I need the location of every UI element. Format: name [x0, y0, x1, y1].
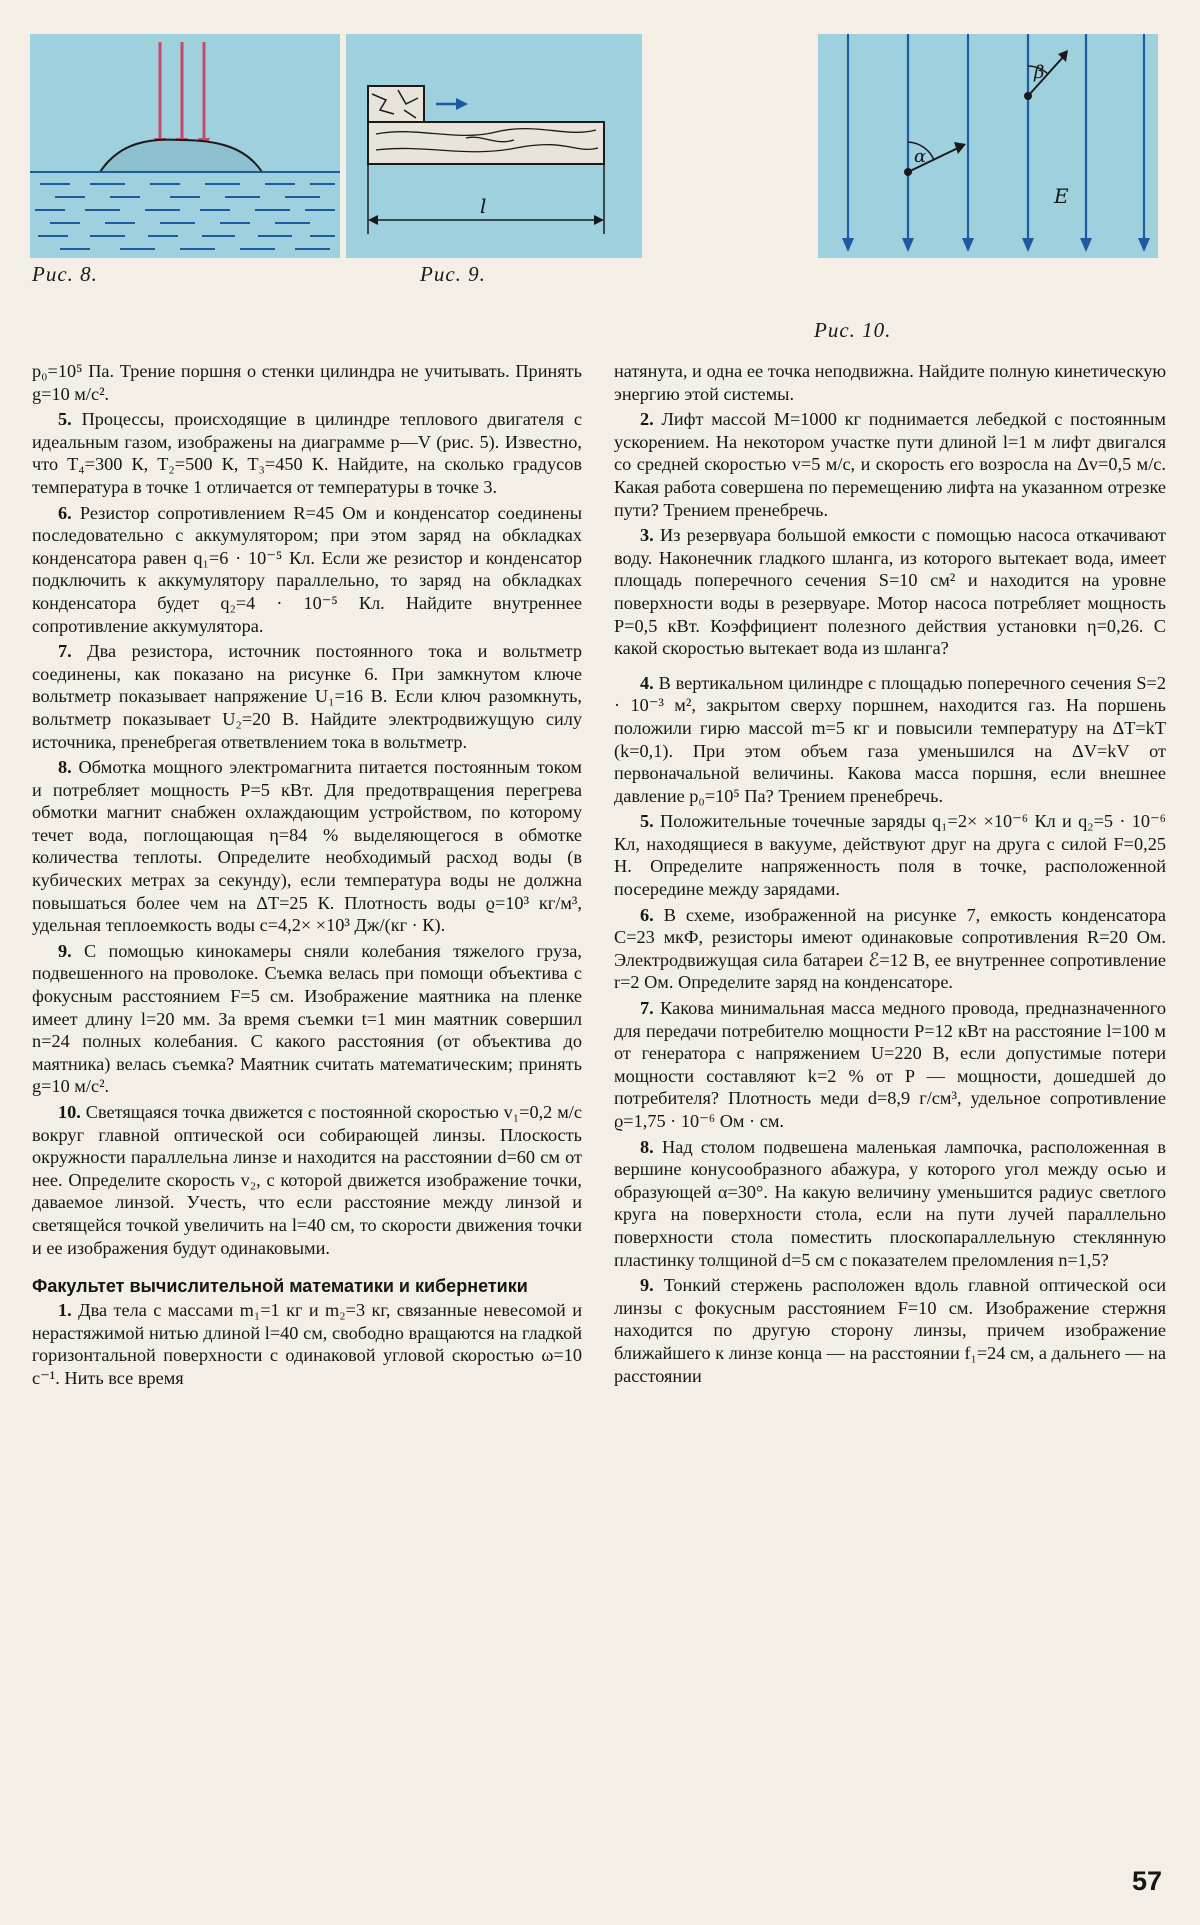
problem: 4. В вертикальном цилиндре с площадью поперечного сечения S=2 · 10⁻³ м², закрытом сверху поршнем, находится газ. На поршень положили гирю массой m=5 кг и повысили температуру на ΔT=kT (k=0,1). При этом объем газа уменьшился на ΔV=kV от первоначальной величины. Какова масса поршня, если внешнее давление p₀=10⁵ Па? Трением пренебречь. — [614, 672, 1166, 806]
problem: 5. Положительные точечные заряды q₁=2× ×10⁻⁶ Кл и q₂=5 · 10⁻⁶ Кл, находящиеся в вакууме, действуют друг на друга с силой F=0,25 Н. Определите напряженность поля в точке, расположенной посередине между зарядами. — [614, 811, 1166, 900]
figure-8 — [30, 34, 340, 258]
figure-10-label-alpha: α — [914, 146, 927, 167]
problem: 1. Два тела с массами m₁=1 кг и m₂=3 кг, связанные невесомой и нерастяжимой нитью длиной l=40 см, свободно вращаются на гладкой горизонтальной поверхности с одинаковой угловой скоростью ω=10 с⁻¹. Нить все время — [32, 1300, 582, 1388]
figure-10-label-E: E — [1054, 184, 1069, 208]
figure-10-label-beta: β — [1034, 62, 1045, 83]
section-title: Факультет вычислительной математики и кибернетики — [32, 1276, 528, 1297]
problem: 10. Светящаяся точка движется с постоянной скоростью v₁=0,2 м/с вокруг главной оптической оси собирающей линзы. Плоскость окружности параллельна линзе и находится на расстоянии d=60 см от нее. Определите скорость v₂, с которой движется изображение точки, даваемое линзой. Учесть, что если расстояние между линзой и светящейся точкой увеличить на l=40 см, то скорости движения точки и ее изображения будут одинаковыми. — [32, 1102, 582, 1258]
figure-8-caption: Рис. 8. — [32, 262, 98, 286]
page-number: 57 — [1131, 1866, 1162, 1896]
problem: 7. Два резистора, источник постоянного тока и вольтметр соединены, как показано на рисунке 6. При замкнутом ключе вольтметр показывает напряжение U₁=16 В. Если ключ разомкнуть, вольтметр показывает U₂=20 В. Найдите электродвижущую силу источника, пренебрегая ответвлением тока в вольтметр. — [32, 641, 582, 752]
paragraph: p₀=10⁵ Па. Трение поршня о стенки цилиндра не учитывать. Принять g=10 м/с². — [32, 361, 582, 404]
problem: 7. Какова минимальная масса медного провода, предназначенного для передачи потребителю мощности P=12 кВт на расстояние l=100 м от генератора с напряжением U=220 В, если допустимые потери мощности составляют k=2 % от P — мощности, дошедшей до потребителя? Плотность меди d=8,9 г/см³, удельное сопротивление ϱ=1,75 · 10⁻⁶ Ом · см. — [614, 998, 1166, 1131]
figure-9-caption: Рис. 9. — [420, 262, 486, 286]
problem: 6. В схеме, изображенной на рисунке 7, емкость конденсатора C=23 мкФ, резисторы имеют одинаковые сопротивления R=20 Ом. Электродвижущая сила батареи ℰ=12 В, ее внутреннее сопротивление r=2 Ом. Определите заряд на конденсаторе. — [614, 904, 1166, 993]
figure-9-label-l: l — [480, 194, 487, 218]
figure-9 — [346, 34, 642, 258]
figure-10-caption: Рис. 10. — [814, 318, 892, 342]
problem: 8. Над столом подвешена маленькая лампочка, расположенная в вершине конусообразного абажура, у которого угол между осью и образующей α=30°. На какую величину уменьшится радиус светлого круга на поверхности стола, если на пути лучей параллельно поверхности стола поместить плоскопараллельную стеклянную пластинку толщиной d=5 см с показателем преломления n=1,5? — [614, 1136, 1166, 1270]
problem: 9. С помощью кинокамеры сняли колебания тяжелого груза, подвешенного на проволоке. Съемка велась при помощи объектива с фокусным расстоянием F=5 см. Изображение маятника на пленке имеет длину l=20 мм. За время съемки t=1 мин маятник совершил n=24 полных колебания. С какого расстояния (от объектива до маятника) велась съемка? Маятник считать математическим; принять g=10 м/с². — [32, 940, 582, 1097]
paragraph: натянута, и одна ее точка неподвижна. Найдите полную кинетическую энергию этой системы. — [614, 361, 1166, 404]
problem: 9. Тонкий стержень расположен вдоль главной оптической оси линзы с фокусным расстоянием F=10 см. Изображение стержня находится по другую сторону линзы, причем изображение ближайшего к линзе конца — на расстоянии f₁=24 см, а дальнего — на расстоянии — [614, 1275, 1166, 1386]
problem: 3. Из резервуара большой емкости с помощью насоса откачивают воду. Наконечник гладкого шланга, из которого вытекает вода, имеет площадь поперечного сечения S=10 см² и находится на уровне поверхности воды в резервуаре. Мотор насоса потребляет мощность P=0,5 кВт. Коэффициент полезного действия установки η=0,26. С какой скоростью вытекает вода из шланга? — [614, 525, 1166, 659]
right-column — [614, 360, 1166, 1900]
problem: 8. Обмотка мощного электромагнита питается постоянным током и потребляет мощность P=5 кВт. Для предотвращения перегрева обмотки магнит снабжен охлаждающим устройством, по которому течет вода, поглощающая η=84 % выделяющегося в обмотке количества теплоты. Определите необходимый расход воды (в кубических метрах за секунду), если температура воды не должна повышаться более чем на ΔT=25 К. Плотность воды ϱ=10³ кг/м³, удельная теплоемкость воды c=4,2× ×10³ Дж/(кг · К). — [32, 757, 582, 936]
left-column — [32, 360, 582, 1900]
problem: 6. Резистор сопротивлением R=45 Ом и конденсатор соединены последовательно с аккумулятором; при этом заряд на обкладках конденсатора равен q₁=6 · 10⁻⁵ Кл. Если же резистор и конденсатор подключить к аккумулятору параллельно, то заряд на обкладках конденсатора будет q₂=4 · 10⁻⁵ Кл. Найдите внутреннее сопротивление аккумулятора. — [32, 502, 582, 636]
figure-10-drawing — [818, 34, 1158, 258]
figure-8-drawing — [30, 34, 340, 258]
figure-10 — [818, 34, 1158, 258]
figure-9-drawing — [346, 34, 642, 258]
problem: 5. Процессы, происходящие в цилиндре теплового двигателя с идеальным газом, изображены на диаграмме p—V (рис. 5). Известно, что T₄=300 К, T₂=500 К, T₃=450 К. Найдите, на сколько градусов температура в точке 1 отличается от температуры в точке 3. — [32, 409, 582, 497]
problem: 2. Лифт массой M=1000 кг поднимается лебедкой с постоянным ускорением. На некотором участке пути длиной l=1 м лифт двигался со средней скоростью v=5 м/с, и скорость его возросла на Δv=0,5 м/с. Какая работа совершена по перемещению лифта на указанном отрезке пути? Трением пренебречь. — [614, 409, 1166, 520]
